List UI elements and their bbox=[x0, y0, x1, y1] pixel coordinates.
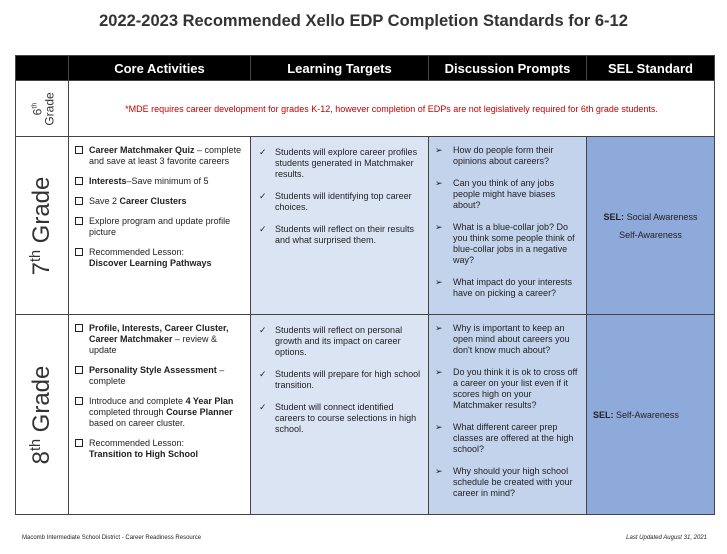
footer-updated: Last Updated August 31, 2021 bbox=[626, 535, 707, 541]
checkmark-icon: ✓ bbox=[259, 191, 267, 201]
target-item: ✓ Students will reflect on personal growth and its impact on career options. bbox=[259, 325, 403, 357]
standards-table bbox=[15, 55, 715, 515]
grade7-sel-standard: SEL: Social Awareness Self-Awareness bbox=[587, 137, 715, 315]
grade6-label: 6th Grade bbox=[29, 91, 57, 126]
arrow-icon: ➢ bbox=[435, 222, 443, 232]
grade6-row bbox=[16, 81, 715, 137]
checkmark-icon: ✓ bbox=[259, 325, 267, 335]
checkmark-icon: ✓ bbox=[259, 369, 267, 379]
arrow-icon: ➢ bbox=[435, 178, 443, 188]
header-learning-targets: Learning Targets bbox=[251, 56, 429, 81]
core-item: Introduce and complete 4 Year Plan completed through Course Planner based on career cluster. bbox=[75, 396, 244, 429]
arrow-icon: ➢ bbox=[435, 277, 443, 287]
grade7-discussion-prompts bbox=[429, 137, 587, 315]
target-item: ✓ Students will prepare for high school transition. bbox=[259, 369, 421, 390]
core-item: Profile, Interests, Career Cluster, Career Matchmaker – review & update bbox=[75, 323, 244, 356]
grade8-row bbox=[16, 315, 715, 515]
core-item: Career Matchmaker Quiz – complete and save at least 3 favorite careers bbox=[75, 145, 244, 167]
core-item: Explore program and update profile picture bbox=[75, 216, 244, 238]
checkbox-icon bbox=[75, 248, 83, 256]
prompt-item: ➢ What impact do your interests have on picking a career? bbox=[435, 277, 573, 298]
checkbox-icon bbox=[75, 397, 83, 405]
prompt-item: ➢ What different career prep classes are offered at the high school? bbox=[435, 422, 574, 454]
header-corner bbox=[16, 56, 69, 81]
grade8-label: 8th Grade bbox=[28, 365, 55, 464]
grade7-row bbox=[16, 137, 715, 315]
grade8-label-cell bbox=[16, 315, 69, 515]
checkmark-icon: ✓ bbox=[259, 147, 267, 157]
page-title: 2022-2023 Recommended Xello EDP Completion Standards for 6-12 bbox=[99, 12, 628, 30]
grade8-discussion-prompts bbox=[429, 315, 587, 515]
header-core-activities: Core Activities bbox=[69, 56, 251, 81]
grade8-core-activities bbox=[69, 315, 251, 515]
grade7-learning-targets bbox=[251, 137, 429, 315]
core-item: Save 2 Career Clusters bbox=[75, 196, 244, 207]
checkbox-icon bbox=[75, 146, 83, 154]
arrow-icon: ➢ bbox=[435, 367, 443, 377]
header-row bbox=[16, 56, 715, 81]
core-item: Interests–Save minimum of 5 bbox=[75, 176, 244, 187]
checkmark-icon: ✓ bbox=[259, 402, 267, 412]
prompt-item: ➢ Why should your high school schedule be created with your career in mind? bbox=[435, 466, 573, 498]
prompt-item: ➢ How do people form their opinions about careers? bbox=[435, 145, 554, 166]
header-discussion-prompts: Discussion Prompts bbox=[429, 56, 587, 81]
grade6-label-cell bbox=[16, 81, 69, 137]
target-item: ✓ Student will connect identified careers to course selections in high school. bbox=[259, 402, 417, 434]
checkbox-icon bbox=[75, 197, 83, 205]
checkbox-icon bbox=[75, 177, 83, 185]
arrow-icon: ➢ bbox=[435, 323, 443, 333]
checkbox-icon bbox=[75, 324, 83, 332]
target-item: ✓ Students will reflect on their results and what surprised them. bbox=[259, 224, 415, 245]
core-item: Recommended Lesson: Discover Learning Pathways bbox=[75, 247, 244, 269]
arrow-icon: ➢ bbox=[435, 466, 443, 476]
core-item: Personality Style Assessment – complete bbox=[75, 365, 244, 387]
grade7-label-cell bbox=[16, 137, 69, 315]
prompt-item: ➢ What is a blue-collar job? Do you think some people think of blue-collar jobs in a negative way? bbox=[435, 222, 575, 265]
prompt-item: ➢ Can you think of any jobs people might have biases about? bbox=[435, 178, 556, 210]
arrow-icon: ➢ bbox=[435, 145, 443, 155]
grade7-core-activities bbox=[69, 137, 251, 315]
target-item: ✓ Students will identifying top career choices. bbox=[259, 191, 412, 212]
grade6-note: *MDE requires career development for grades K-12, however completion of EDPs are not legislatively required for 6th grade students. bbox=[69, 81, 715, 137]
footer-source: Macomb Intermediate School District - Career Readiness Resource bbox=[22, 535, 202, 541]
checkbox-icon bbox=[75, 366, 83, 374]
core-item: Recommended Lesson: Transition to High School bbox=[75, 438, 244, 460]
header-sel-standard: SEL Standard bbox=[587, 56, 715, 81]
prompt-item: ➢ Do you think it is ok to cross off a career on your list even if it scores high on your Matchmaker results? bbox=[435, 367, 578, 410]
checkbox-icon bbox=[75, 439, 83, 447]
arrow-icon: ➢ bbox=[435, 422, 443, 432]
grade8-sel-standard: SEL: Self-Awareness bbox=[587, 315, 715, 515]
prompt-item: ➢ Why is important to keep an open mind about careers you don't know much about? bbox=[435, 323, 570, 355]
checkmark-icon: ✓ bbox=[259, 224, 267, 234]
grade8-learning-targets bbox=[251, 315, 429, 515]
grade7-label: 7th Grade bbox=[28, 176, 55, 275]
checkbox-icon bbox=[75, 217, 83, 225]
target-item: ✓ Students will explore career profiles students generated in Matchmaker results. bbox=[259, 147, 418, 179]
